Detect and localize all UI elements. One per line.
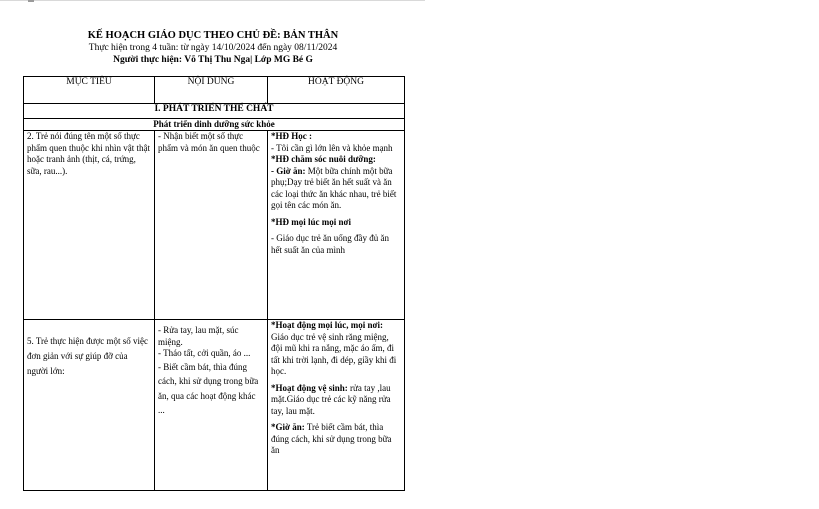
activity-text: Trẻ biết cầm bát, thìa đúng cách, khi sử dụng trong bữa ăn — [271, 422, 392, 455]
goal-text: 2. Trẻ nói đúng tên một số thực phẩm quen thuộc khi nhìn vật thật hoặc tranh ảnh (thịt, cá, trứng, sữa, rau...). — [27, 131, 150, 176]
activity-cell — [268, 131, 405, 320]
goal-cell — [24, 320, 155, 491]
section-row — [24, 104, 405, 119]
subsection-row — [24, 119, 405, 131]
content-cell — [155, 131, 268, 320]
content-item: - Nhận biết một số thực phẩm và món ăn quen thuộc — [158, 131, 260, 153]
content-item: - Tháo tất, cởi quần, áo ... — [158, 348, 251, 358]
document-author: Người thực hiện: Võ Thị Thu Nga| Lớp MG Bé G — [113, 55, 313, 65]
activity-heading: *Hoạt động vệ sinh: — [271, 382, 348, 393]
table-row — [24, 131, 405, 320]
content-item: - Biết cầm bát, thìa đúng cách, khi sử dụng trong bữa ăn, qua các hoạt động khác ... — [158, 361, 259, 415]
document-duration: Thực hiện trong 4 tuần: từ ngày 14/10/2024 đến ngày 08/11/2024 — [88, 43, 338, 53]
goal-cell — [24, 131, 155, 320]
goal-text: 5. Trẻ thực hiện được một số việc đơn giản với sự giúp đỡ của người lớn: — [27, 336, 149, 376]
subsection-title: Phát triển dinh dưỡng sức khỏe — [24, 119, 405, 131]
table-row — [24, 320, 405, 491]
page-corner-mark — [28, 0, 34, 2]
column-header-content: NỘI DUNG — [155, 77, 268, 104]
activity-heading: *HĐ mọi lúc mọi nơi — [271, 216, 351, 227]
education-plan-table — [23, 76, 405, 491]
activity-heading: *Hoạt động mọi lúc, mọi nơi: — [271, 320, 383, 330]
activity-heading: *HĐ chăm sóc nuôi dưỡng: — [271, 154, 376, 164]
activity-heading: *Giờ ăn: — [271, 422, 305, 432]
content-item: - Rửa tay, lau mặt, súc miệng. — [158, 325, 239, 347]
document-title: KẾ HOẠCH GIÁO DỤC THEO CHỦ ĐỀ: BẢN THÂN — [87, 30, 339, 41]
activity-text: Một bữa chính một bữa phụ;Dạy trẻ biết ăn hết suất và ăn các loại thức ăn khác nhau, trẻ biết gọi tên các món ăn. — [271, 165, 397, 210]
table-header-row — [24, 77, 405, 104]
activity-text: - Tôi cần gì lớn lên và khỏe mạnh — [271, 142, 393, 153]
column-header-activity: HOẠT ĐỘNG — [268, 77, 405, 104]
page-top-border — [0, 0, 425, 1]
activity-text: rửa tay ,lau mặt.Giáo dục trẻ các kỹ năng rửa tay, lau mặt. — [271, 382, 391, 416]
column-header-goal: MỤC TIÊU — [24, 77, 155, 104]
activity-cell — [268, 320, 405, 491]
activity-text: Giáo dục trẻ vệ sinh răng miệng, đội mũ khi ra nắng, mặc áo ấm, đi tất khi trời lạnh, đi dép, giầy khi đi học. — [271, 331, 397, 376]
activity-text: - Giáo dục trẻ ăn uống đầy đủ ăn hết suất ăn của mình — [271, 233, 389, 255]
activity-heading: *HĐ Học : — [271, 131, 312, 141]
content-cell — [155, 320, 268, 491]
activity-lead: - Giờ ăn: — [271, 165, 306, 176]
document-header — [22, 29, 404, 66]
section-title: I. PHÁT TRIỂN THỂ CHẤT — [24, 104, 405, 119]
